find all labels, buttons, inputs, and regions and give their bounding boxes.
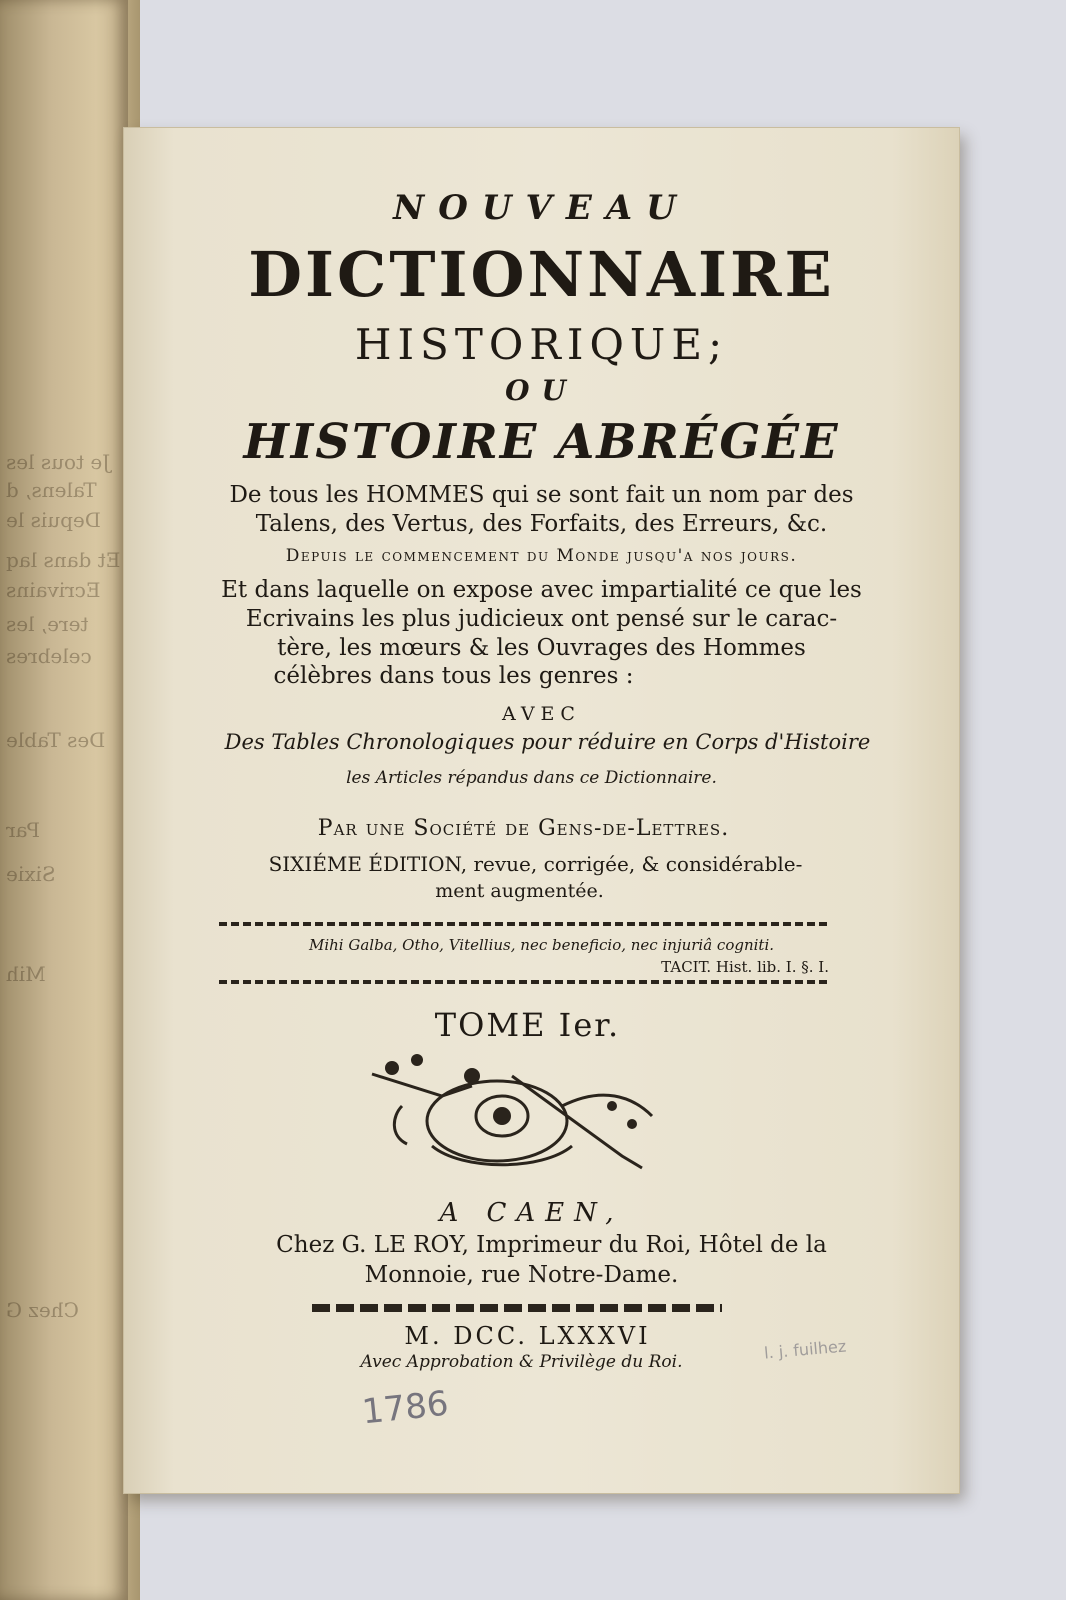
title-histoire-abregee: HISTOIRE ABRÉGÉE	[243, 414, 840, 470]
description-line: Talens, des Vertus, des Forfaits, des Erreurs, &c.	[255, 511, 828, 537]
author-line: Par une Société de Gens-de-Lettres.	[317, 816, 730, 841]
epigraph-source: TACIT. Hist. lib. I. §. I.	[661, 958, 829, 976]
ghost-text: tere, les	[6, 612, 89, 636]
title-page	[124, 128, 959, 1493]
ghost-text: Sixie	[6, 862, 56, 886]
articles-line: les Articles répandus dans ce Dictionnaire.	[346, 768, 717, 788]
edition-line: ment augmentée.	[435, 880, 604, 902]
tome-label: TOME Ier.	[434, 1006, 621, 1044]
ghost-text: Par	[6, 818, 41, 842]
approbation-line: Avec Approbation & Privilège du Roi.	[360, 1352, 683, 1372]
description-line: Ecrivains les plus judicieux ont pensé sur le carac-	[245, 606, 838, 632]
title-ou: OU	[505, 374, 578, 407]
title-historique: HISTORIQUE;	[354, 320, 729, 369]
handwritten-year: 1786	[360, 1383, 451, 1433]
place-line: A CAEN,	[439, 1198, 624, 1228]
edition-line: SIXIÉME ÉDITION, revue, corrigée, & considérable-	[268, 852, 803, 876]
ghost-text: Chez G	[6, 1298, 79, 1322]
ghost-text: Mih	[6, 962, 46, 986]
divider-rule	[219, 922, 827, 926]
printer-line: Monnoie, rue Notre-Dame.	[364, 1262, 679, 1288]
year-roman: M. DCC. LXXXVI	[404, 1322, 651, 1350]
description-line: tère, les mœurs & les Ouvrages des Hommes	[277, 635, 806, 661]
ornament-vignette-icon	[362, 1046, 662, 1176]
divider-rule	[219, 980, 827, 984]
ghost-text: Talens, d	[6, 478, 97, 502]
ghost-text: Des Table	[6, 728, 106, 752]
ghost-text: Et dans laq	[6, 548, 121, 572]
printer-line: Chez G. LE ROY, Imprimeur du Roi, Hôtel de la	[276, 1232, 827, 1258]
description-line: célèbres dans tous les genres :	[273, 663, 634, 689]
ghost-text: Ecrivains	[6, 578, 101, 602]
ghost-text: celebres	[6, 644, 92, 668]
ghost-text: Depuis le	[6, 508, 101, 532]
depuis-line: Depuis le commencement du Monde jusqu'a nos jours.	[285, 546, 798, 566]
title-dictionnaire: DICTIONNAIRE	[248, 238, 835, 311]
title-nouveau: NOUVEAU	[393, 188, 690, 228]
description-line: Et dans laquelle on expose avec impartialité ce que les	[221, 577, 862, 603]
avec-heading: AVEC	[502, 703, 581, 725]
epigraph-quote: Mihi Galba, Otho, Vitellius, nec beneficio, nec injuriâ cogniti.	[308, 936, 775, 954]
handwritten-note: l. j. fuilhez	[763, 1336, 847, 1363]
title-page-content	[124, 128, 959, 1493]
description-line: De tous les HOMMES qui se sont fait un nom par des	[229, 482, 854, 508]
ghost-text: Je tous les	[6, 450, 111, 474]
tables-line: Des Tables Chronologiques pour réduire en Corps d'Histoire	[224, 730, 871, 754]
ornamental-rule	[312, 1304, 722, 1312]
